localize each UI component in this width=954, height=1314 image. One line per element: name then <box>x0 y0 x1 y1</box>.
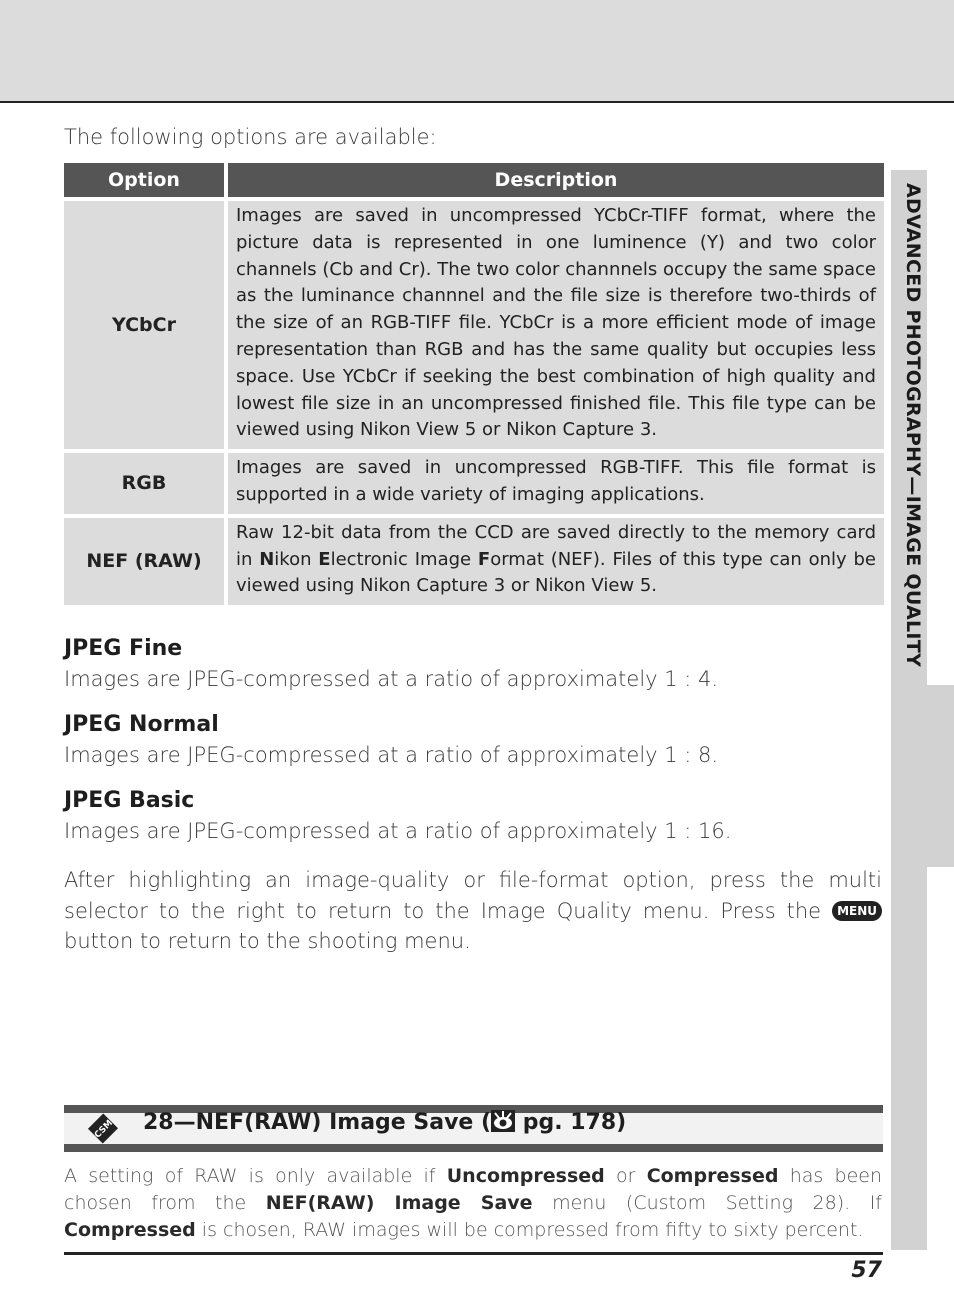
page-reference-icon <box>491 1110 515 1132</box>
footer-rule <box>64 1252 883 1255</box>
table-row <box>64 197 884 449</box>
csm-note: A setting of RAW is only available if Uncompressed or Compressed has been chosen from the NEF(RAW) Image Save menu (Custom Setting 28). If Compressed is chosen, RAW images will be compressed from fifty to sixty percent. <box>64 1165 883 1241</box>
option-cell: YCbCr <box>64 197 228 449</box>
description-cell: Raw 12-bit data from the CCD are saved directly to the memory card in Nikon Electronic Image Format (NEF). Files of this type can only be viewed using Nikon Capture 3 or Nikon View 5. <box>228 514 884 605</box>
csm-heading: 28—NEF(RAW) Image Save ( pg. 178) <box>143 1110 627 1135</box>
header-option: Option <box>64 163 228 197</box>
option-cell: RGB <box>64 449 228 514</box>
section-body-jpeg-normal: Images are JPEG-compressed at a ratio of approximately 1 : 8. <box>64 743 719 767</box>
section-title-jpeg-normal: JPEG Normal <box>64 712 219 737</box>
after-highlighting-paragraph: After highlighting an image-quality or file-format option, press the multi selector to the right to return to the Image Quality menu. Press the MENU button to return to the shooting menu. <box>64 868 882 953</box>
section-body-jpeg-fine: Images are JPEG-compressed at a ratio of approximately 1 : 4. <box>64 667 719 691</box>
description-cell: Images are saved in uncompressed YCbCr-TIFF format, where the picture data is represented in one luminence (Y) and two color channels (Cb and Cr). The two color channnels occupy the same space as the luminance channnel and the file size is therefore two-thirds of the size of an RGB-TIFF file. YCbCr is a more efficient mode of image representation than RGB and has the same quality but occupies less space. Use YCbCr if seeking the best combination of high quality and lowest file size in an uncompressed finished file. This file type can be viewed using Nikon View 5 or Nikon Capture 3. <box>228 197 884 449</box>
csm-icon: CSM <box>88 1113 118 1143</box>
section-body-jpeg-basic: Images are JPEG-compressed at a ratio of approximately 1 : 16. <box>64 819 732 843</box>
csm-bottom-rule <box>64 1144 883 1152</box>
table-header-row <box>64 163 884 197</box>
section-title-jpeg-basic: JPEG Basic <box>64 788 195 813</box>
table-row <box>64 514 884 605</box>
option-cell: NEF (RAW) <box>64 514 228 605</box>
description-cell: Images are saved in uncompressed RGB-TIFF. This file format is supported in a wide variety of imaging applications. <box>228 449 884 514</box>
side-section-title: ADVANCED PHOTOGRAPHY—IMAGE QUALITY <box>902 183 924 668</box>
header-description: Description <box>228 163 884 197</box>
side-tab-marker <box>927 685 954 867</box>
top-header-band <box>0 0 954 103</box>
section-title-jpeg-fine: JPEG Fine <box>64 636 183 661</box>
menu-button-icon: MENU <box>832 901 882 921</box>
page-number: 57 <box>851 1258 882 1283</box>
options-table <box>64 163 884 605</box>
intro-text: The following options are available: <box>64 125 437 149</box>
table-row <box>64 449 884 514</box>
